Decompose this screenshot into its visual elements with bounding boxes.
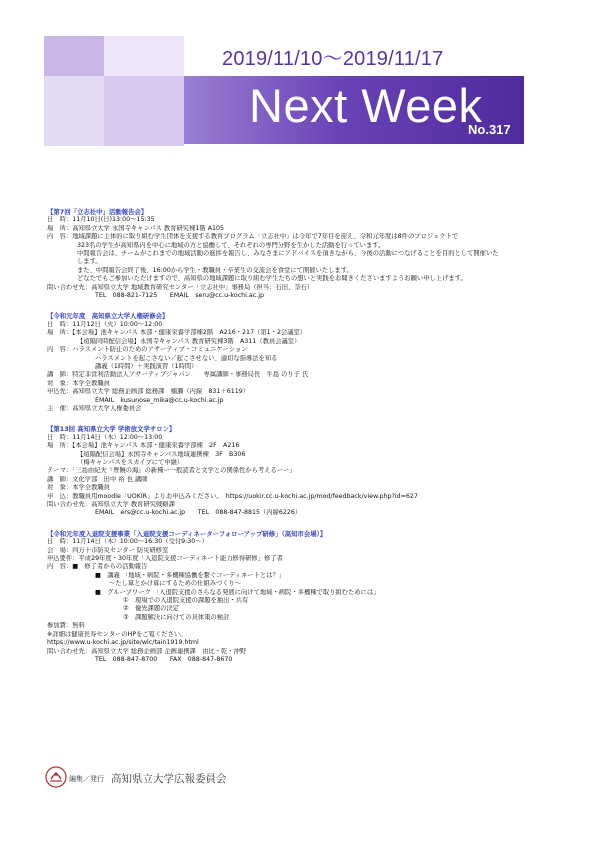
section-line: 【遠隔同時配信会場】永国寺キャンパス 教育研究棟3階 A311（教員会議室） bbox=[77, 337, 301, 345]
announcement-section bbox=[47, 425, 552, 517]
section-line: ハラスメントを起こさない／起こさせない、適切な指導法を知る bbox=[95, 354, 278, 362]
section-line: 323名の学生が高知県内を中心に地域の方と協働して、それぞれの専門分野を生かした活動を行っています。 bbox=[77, 241, 385, 249]
announcement-section bbox=[47, 530, 552, 665]
section-line: TEL 088-847-8700 FAX 088-847-8670 bbox=[95, 655, 233, 663]
announcements bbox=[47, 208, 552, 676]
publisher-name: 高知県立大学広報委員会 bbox=[111, 773, 227, 785]
section-line: 講義（1時間）＋実践演習（1時間） bbox=[95, 362, 198, 370]
section-line: 内 容：■ 修了者からの活動報告 bbox=[47, 563, 148, 571]
section-line: どなたでもご参加いただけますので、高知県の地域課題に取り組む学生たちの想いと実践をお聞きくださいますようお願い申し上げます。 bbox=[77, 275, 467, 283]
section-line: ■ 講義 「地域・病院・多機種協働を繋ぐコーディネートとは？」 bbox=[95, 571, 286, 579]
section-line: 問い合わせ先：高知県立大学 教育研究戦略課 bbox=[47, 501, 175, 508]
section-line: 参加費：無料 bbox=[47, 622, 85, 630]
section-line: 日 時：11月12日（火）10:00～12:00 bbox=[47, 320, 163, 328]
section-line: 日 時：11月10日(日)13:00～15:35 bbox=[47, 216, 155, 224]
section-line: します。 bbox=[77, 258, 102, 266]
section-line: https://www.u-kochi.ac.jp/site/wlc/tain1919.html bbox=[47, 639, 199, 647]
header-decor-block bbox=[44, 76, 104, 146]
university-logo-icon bbox=[45, 766, 67, 788]
section-line: TEL 088-821-7125 EMAIL seru@cc.u-kochi.ac.jp bbox=[95, 292, 264, 300]
section-line: 内 容：ハラスメント防止のためのアサーティブ・コミュニケーション bbox=[47, 346, 248, 354]
section-line: ② 優先課題の決定 bbox=[123, 605, 180, 613]
section-line: ■ グループワーク 「入退院支援のさらなる発展に向けて地域・病院・多機種で取り組むためには」 bbox=[95, 588, 380, 596]
section-line: 【遠隔配信会場】永国寺キャンパス地域連携棟 3F B306 bbox=[77, 450, 246, 458]
section-line: 中間報告会は、チームがこれまでの地域活動の進捗を報告し、みなさまにアドバイスを頂きながら、今後の活動につなげることを目的として開催いた bbox=[77, 250, 499, 258]
section-line: 申 込：教職員用moodle「UOKIR」よりお申込みください。 https://uokir.cc.u-kochi.ac.jp/mod/feedback/view.php?id=627 bbox=[47, 492, 418, 500]
section-line: 申込先：高知県立大学 総務企画部 総務課 楠瀬（内線 831＋6119） bbox=[47, 388, 250, 396]
announcement-section bbox=[47, 312, 552, 413]
section-line: 場 所：【本会場】池キャンパス 本部・健康栄養学部棟 2F A216 bbox=[47, 442, 240, 450]
section-line: 日 時：11月14日（木）10:00～16:30（受付9:30～） bbox=[47, 538, 208, 546]
header-decor-block bbox=[104, 76, 184, 146]
section-line: 場 所：高知県立大学 永国寺キャンパス 教育研究棟1階 A105 bbox=[47, 224, 225, 232]
date-range: 2019/11/10～2019/11/17 bbox=[222, 48, 444, 70]
section-line: 問い合わせ先：高知県立大学 総務企画部 企画連携課 由比・乾・沖野 bbox=[47, 647, 247, 655]
header-decor-block bbox=[44, 36, 104, 76]
section-line: 内 容：地域課題に主体的に取り組む学生団体を支援する教育プログラム「立志社中」は今年で7年目を迎え、令和元年度は8件のプロジェクトで bbox=[47, 233, 459, 241]
issue-number: No.317 bbox=[468, 122, 511, 137]
section-line: 日 時：11月14日（木）12:00～13:00 bbox=[47, 433, 163, 441]
section-title: 【令和元年度 高知県立大学人権研修会】 bbox=[47, 312, 169, 321]
section-title: 【第7回「立志社中」活動報告会】 bbox=[47, 208, 148, 216]
section-line: 対 象：本学全教職員 bbox=[47, 484, 110, 492]
section-line: EMAIL kusunose_mika@cc.u-kochi.ac.jp bbox=[95, 396, 224, 404]
section-line: ※詳細は健康長寿センターのHPをご覧ください。 bbox=[47, 630, 187, 638]
section-line: （梅キャンパスをスカイプにて中継） bbox=[77, 458, 184, 466]
section-line: 会 場：四万十市防災センター 防災研修室 bbox=[47, 546, 169, 554]
page-title: Next Week bbox=[249, 79, 483, 132]
section-line: 講 師：文化学部 田中 裕 也 講師 bbox=[47, 475, 148, 483]
section-line: テーマ：「三島由紀夫『豊饒の海』の新種ー一般読者と文学との関係性から考えるーー」 bbox=[47, 467, 296, 475]
section-line: また、中間報告会終了後、16:00から学生・教職員・卒業生の交流会を食堂にて開催いたします。 bbox=[77, 266, 353, 274]
section-line: 場 所：【本会場】池キャンパス 本部・健康栄養学部棟2階 A216・217（第1・2会議室） bbox=[47, 329, 307, 337]
section-title: 【令和元年度入退院支援事業「入退院支援コーディネーターフォローアップ研修」（高知市会場）】 bbox=[47, 529, 327, 538]
section-line: 問い合わせ先：高知県立大学 地域教育研究センター「立志社中」事務局（担当：石田、奈石） bbox=[47, 283, 314, 291]
section-line: 講 師：特定非営利活動法人アサーティブジャパン 専属講師・事務局長 牛島 のり子 氏 bbox=[47, 371, 309, 379]
announcement-section bbox=[47, 208, 552, 300]
section-line: ～たし算とかけ算にするための仕組みづくり～ bbox=[109, 580, 242, 588]
section-line: ③ 課題解決に向けての具体策の検討 bbox=[123, 613, 230, 621]
section-title: 【第13回 高知県立大学 学術放文学サロン】 bbox=[47, 425, 176, 434]
footer-label: 編集／発行 bbox=[69, 775, 104, 783]
section-line: EMAIL ers@cc.u-kochi.ac.jp TEL 088-847-8815（内線6226） bbox=[95, 509, 302, 517]
section-line: 申込要件：平成29年度・30年度「入退院支援コーディネート能力修得研修」修了者 bbox=[47, 555, 283, 563]
section-line: ① 現場での入退院支援の課題を抽出・共有 bbox=[123, 597, 249, 605]
section-line: 主 催：高知県立大学人権委員会 bbox=[47, 404, 142, 412]
section-line: 対 象：本学全教職員 bbox=[47, 379, 110, 387]
header-decor-block bbox=[104, 36, 184, 76]
